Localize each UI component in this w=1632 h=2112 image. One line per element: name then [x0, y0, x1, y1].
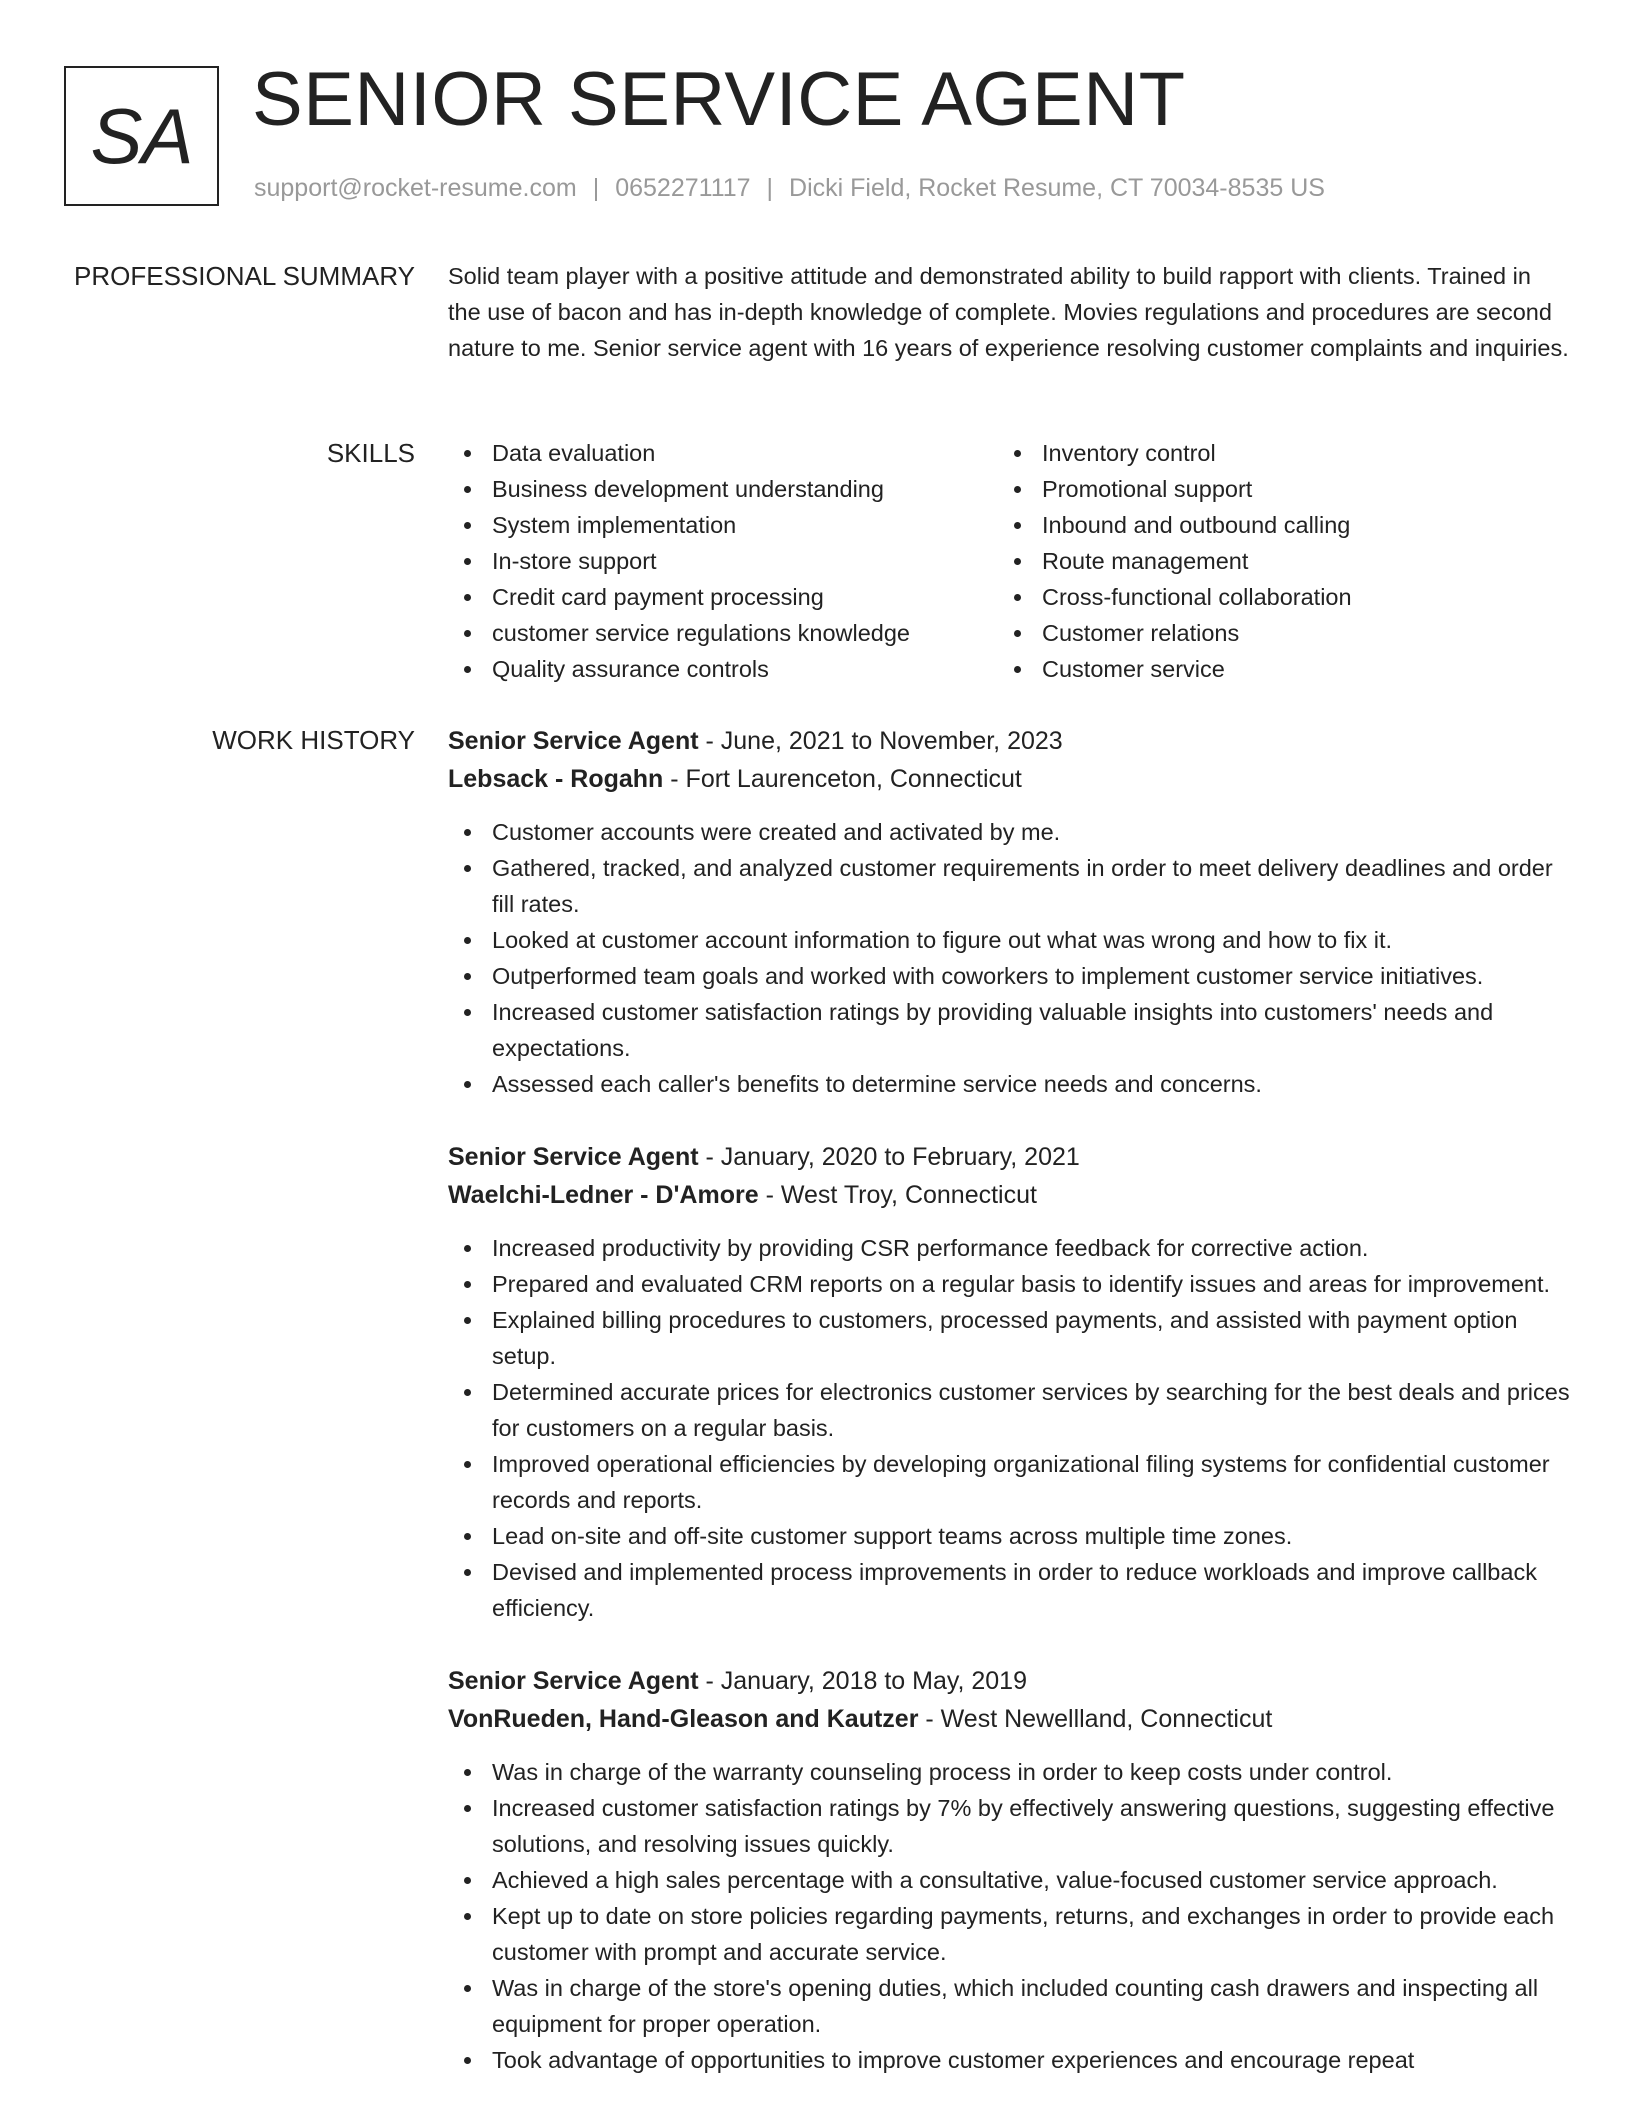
contact-phone: 0652271117	[615, 174, 751, 202]
job-dates: - June, 2021 to November, 2023	[698, 727, 1063, 755]
job-duty-item: Prepared and evaluated CRM reports on a regular basis to identify issues and areas for improvement.	[448, 1266, 1570, 1302]
jobs-list	[448, 722, 1570, 2112]
skill-item: Cross-functional collaboration	[998, 579, 1548, 615]
skill-item: Route management	[998, 543, 1548, 579]
job-company: Waelchi-Ledner - D'Amore	[448, 1181, 759, 1209]
skills-heading: SKILLS	[326, 438, 415, 468]
job-duty-item: Looked at customer account information to figure out what was wrong and how to fix it.	[448, 922, 1570, 958]
job-role: Senior Service Agent	[448, 727, 699, 755]
skills-grid	[448, 435, 1570, 687]
monogram-box	[64, 66, 219, 206]
job-title-line	[448, 1138, 1570, 1176]
skill-item: Quality assurance controls	[448, 651, 998, 687]
job-duty-item: Kept up to date on store policies regarding payments, returns, and exchanges in order to provide each customer with prompt and accurate service.	[448, 1898, 1570, 1970]
work-history-heading: WORK HISTORY	[212, 725, 415, 755]
contact-separator: |	[766, 174, 774, 202]
job-duty-item: Achieved a high sales percentage with a consultative, value-focused customer service approach.	[448, 1862, 1570, 1898]
job-duty-item: Determined accurate prices for electronics customer services by searching for the best deals and prices for customers on a regular basis.	[448, 1374, 1570, 1446]
job-role: Senior Service Agent	[448, 1143, 699, 1171]
job-role: Senior Service Agent	[448, 1667, 699, 1695]
resume-title: SENIOR SERVICE AGENT	[252, 57, 1186, 142]
job-duties	[448, 1230, 1570, 1626]
skills-column-right	[998, 435, 1548, 687]
job-duty-item: Customer accounts were created and activated by me.	[448, 814, 1570, 850]
job-duty-item: Increased customer satisfaction ratings by 7% by effectively answering questions, suggesting effective solutions, and resolving issues quickly.	[448, 1790, 1570, 1862]
job-duties	[448, 814, 1570, 1102]
job-duty-item: Devised and implemented process improvements in order to reduce workloads and improve callback efficiency.	[448, 1554, 1570, 1626]
job-company-line	[448, 1176, 1570, 1214]
job-location: - West Newellland, Connecticut	[918, 1705, 1273, 1733]
job-duty-item: Lead on-site and off-site customer support teams across multiple time zones.	[448, 1518, 1570, 1554]
skills-column-left	[448, 435, 998, 687]
job-duty-item: Increased customer satisfaction ratings by providing valuable insights into customers' needs and expectations.	[448, 994, 1570, 1066]
job-duty-item: Increased productivity by providing CSR performance feedback for corrective action.	[448, 1230, 1570, 1266]
summary-heading: PROFESSIONAL SUMMARY	[74, 261, 415, 291]
contact-line	[254, 174, 1325, 203]
skill-item: System implementation	[448, 507, 998, 543]
job-duty-item: Outperformed team goals and worked with coworkers to implement customer service initiatives.	[448, 958, 1570, 994]
job-company: Lebsack - Rogahn	[448, 765, 664, 793]
job-duty-item: Gathered, tracked, and analyzed customer requirements in order to meet delivery deadlines and order fill rates.	[448, 850, 1570, 922]
job-entry	[448, 1662, 1570, 2078]
job-title-line	[448, 1662, 1570, 1700]
job-duty-item: Was in charge of the warranty counseling process in order to keep costs under control.	[448, 1754, 1570, 1790]
skill-item: Business development understanding	[448, 471, 998, 507]
skill-item: Data evaluation	[448, 435, 998, 471]
contact-address: Dicki Field, Rocket Resume, CT 70034-8535 US	[789, 174, 1325, 202]
skill-item: Credit card payment processing	[448, 579, 998, 615]
skill-item: In-store support	[448, 543, 998, 579]
skill-item: Promotional support	[998, 471, 1548, 507]
job-company-line	[448, 1700, 1570, 1738]
job-company: VonRueden, Hand-Gleason and Kautzer	[448, 1705, 919, 1733]
job-duty-item: Took advantage of opportunities to improve customer experiences and encourage repeat	[448, 2042, 1570, 2078]
job-dates: - January, 2020 to February, 2021	[698, 1143, 1080, 1171]
job-duties	[448, 1754, 1570, 2078]
skill-item: customer service regulations knowledge	[448, 615, 998, 651]
contact-email: support@rocket-resume.com	[254, 174, 577, 202]
job-duty-item: Was in charge of the store's opening duties, which included counting cash drawers and inspecting all equipment for proper operation.	[448, 1970, 1570, 2042]
skill-item: Customer relations	[998, 615, 1548, 651]
skill-item: Customer service	[998, 651, 1548, 687]
contact-separator: |	[592, 174, 600, 202]
job-location: - Fort Laurenceton, Connecticut	[663, 765, 1022, 793]
skill-item: Inventory control	[998, 435, 1548, 471]
job-dates: - January, 2018 to May, 2019	[698, 1667, 1027, 1695]
job-company-line	[448, 760, 1570, 798]
summary-text: Solid team player with a positive attitude and demonstrated ability to build rapport with clients. Trained in the use of bacon and has in-depth knowledge of complete. Movies regulations and procedures are second nature to me. Senior service agent with 16 years of experience resolving customer complaints and inquiries.	[448, 263, 1569, 361]
initials: SA	[90, 92, 193, 180]
skill-item: Inbound and outbound calling	[998, 507, 1548, 543]
job-title-line	[448, 722, 1570, 760]
job-entry	[448, 1138, 1570, 1626]
job-location: - West Troy, Connecticut	[758, 1181, 1037, 1209]
job-duty-item: Explained billing procedures to customers, processed payments, and assisted with payment option setup.	[448, 1302, 1570, 1374]
job-duty-item: Improved operational efficiencies by developing organizational filing systems for confidential customer records and reports.	[448, 1446, 1570, 1518]
job-duty-item: Assessed each caller's benefits to determine service needs and concerns.	[448, 1066, 1570, 1102]
job-entry	[448, 722, 1570, 1102]
